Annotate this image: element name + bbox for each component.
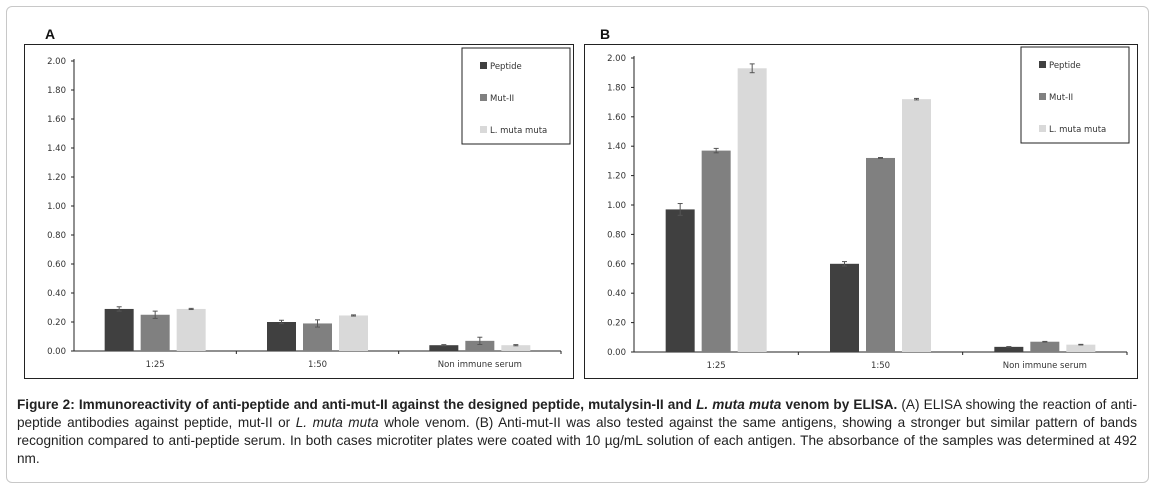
x-tick-label: Non immune serum (1002, 361, 1087, 371)
y-tick-label: 1.20 (47, 173, 66, 183)
bar-peptide (666, 209, 695, 352)
legend-swatch-venom (480, 126, 487, 133)
y-tick-label: 0.00 (607, 348, 626, 358)
error-bar (1006, 347, 1011, 348)
y-tick-label: 1.80 (47, 86, 66, 96)
y-tick-label: 1.40 (607, 142, 626, 153)
error-bar (351, 315, 356, 316)
bar-venom (339, 315, 368, 351)
bar-venom (177, 309, 206, 351)
legend-label: Mut-II (490, 94, 515, 104)
caption-text-2: whole venom. (B) Anti-mut-II was also tested against the same antigens, showing a stronger but similar pattern of bands recognition compared to anti-peptide serum. In both cases microtiter plates were coated with 10 µg/mL solution of each antigen. The absorbance of the samples was determined at 492 nm. (17, 415, 1137, 466)
y-tick-label: 0.40 (607, 289, 626, 300)
bar-venom (1066, 345, 1095, 352)
y-tick-label: 0.20 (607, 318, 626, 329)
chart-panel-b (584, 44, 1138, 379)
legend-swatch-venom (1039, 125, 1046, 132)
y-tick-label: 0.60 (47, 260, 66, 270)
x-tick-label: 1:25 (706, 361, 726, 371)
bar-venom (902, 99, 931, 352)
x-tick-label: 1:50 (307, 360, 328, 370)
y-tick-label: 0.40 (47, 289, 66, 299)
legend-swatch-mut (1039, 93, 1046, 100)
bar-peptide (830, 264, 859, 352)
bar-mut (702, 151, 731, 352)
legend-swatch-mut (480, 94, 487, 101)
y-tick-label: 1.00 (47, 202, 66, 212)
y-tick-label: 1.40 (47, 144, 66, 154)
legend-label: L. muta muta (1049, 125, 1107, 135)
y-tick-label: 1.60 (607, 112, 626, 123)
y-tick-label: 1.80 (607, 83, 626, 94)
legend-swatch-peptide (480, 62, 487, 69)
legend (1021, 47, 1129, 143)
y-tick-label: 0.80 (47, 231, 66, 241)
legend-label: Mut-II (1049, 93, 1074, 103)
panel-a-label: A (45, 26, 56, 42)
bar-venom (738, 68, 767, 352)
bar-mut (1030, 342, 1059, 352)
bar-chart-b (585, 45, 1137, 378)
legend-swatch-peptide (1039, 61, 1046, 68)
error-bar (1042, 341, 1047, 342)
y-tick-label: 2.00 (47, 57, 66, 67)
bar-peptide (267, 322, 296, 351)
y-tick-label: 1.20 (607, 171, 626, 182)
legend-label: L. muta muta (490, 126, 548, 136)
caption-title: Figure 2: Immunoreactivity of anti-peptide and anti-mut-II against the designed peptide, mutalysin-II and L. muta muta venom by ELISA. (17, 397, 898, 412)
caption-text-1: (A) ELISA showing the reaction of anti-peptide antibodies against peptide, mut-II or (17, 397, 1137, 430)
legend-label: Peptide (1049, 61, 1081, 71)
x-tick-label: 1:25 (145, 360, 165, 370)
bar-mut (866, 158, 895, 352)
figure-caption (17, 396, 1137, 468)
y-tick-label: 0.80 (607, 230, 626, 241)
y-tick-label: 0.00 (47, 347, 66, 357)
bar-mut (141, 315, 170, 351)
y-tick-label: 1.60 (47, 115, 66, 125)
error-bar (1078, 344, 1083, 345)
x-tick-label: 1:50 (870, 361, 891, 371)
caption-italic-species: L. muta muta (295, 415, 379, 430)
y-tick-label: 0.60 (607, 259, 626, 270)
bar-mut (303, 323, 332, 351)
x-tick-label: Non immune serum (437, 360, 522, 370)
y-tick-label: 2.00 (607, 54, 626, 64)
y-tick-label: 1.00 (607, 201, 626, 211)
panel-b-label: B (600, 26, 611, 42)
error-bar (878, 158, 883, 159)
y-tick-label: 0.20 (47, 318, 66, 328)
chart-panel-a (24, 44, 574, 379)
bar-peptide (105, 309, 134, 351)
bar-chart-a (25, 45, 573, 378)
legend (462, 48, 570, 144)
legend-label: Peptide (490, 62, 522, 72)
